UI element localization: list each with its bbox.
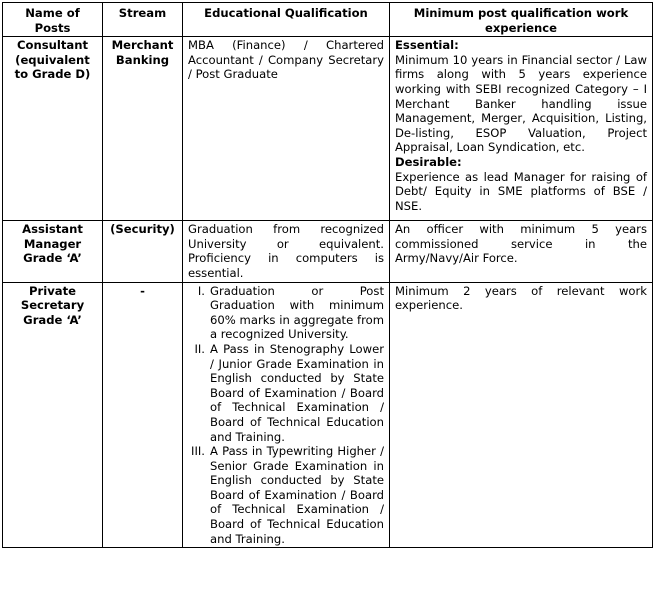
post-name: Private Secretary Grade ‘A’ [3, 282, 103, 548]
list-item-text: A Pass in Typewriting Higher / Senior Grade Examination in English conducted by State Board of Examination / Board of Technical Examination / Board of Technical Education and Training. [210, 444, 384, 546]
desirable-text: Experience as lead Manager for raising of Debt/ Equity in SME platforms of BSE / NSE. [395, 169, 647, 213]
table-row [3, 221, 653, 282]
experience-cell: Minimum 2 years of relevant work experience. [390, 282, 653, 548]
essential-label: Essential: [395, 38, 459, 53]
list-item [188, 284, 384, 342]
table-row [3, 282, 653, 548]
table-row [3, 37, 653, 221]
qualification-cell: MBA (Finance) / Chartered Accountant / Company Secretary / Post Graduate [183, 37, 390, 221]
header-qualification: Educational Qualification [183, 3, 390, 37]
list-item [188, 342, 384, 444]
stream-name: Merchant Banking [103, 37, 183, 221]
list-item-text: A Pass in Stenography Lower / Junior Grade Examination in English conducted by State Board of Examination / Board of Technical Examination / Board of Technical Education and Training. [210, 341, 384, 444]
list-item [188, 444, 384, 546]
qualification-cell: Graduation from recognized University or equivalent. Proficiency in computers is essential. [183, 221, 390, 282]
header-name-of-posts: Name of Posts [3, 3, 103, 37]
list-item-text: Graduation or Post Graduation with minimum 60% marks in aggregate from a recognized University. [210, 283, 384, 342]
header-row [3, 3, 653, 37]
header-stream: Stream [103, 3, 183, 37]
qualification-cell [183, 282, 390, 548]
list-item-number: I. [197, 283, 205, 298]
post-name: Consultant (equivalent to Grade D) [3, 37, 103, 221]
list-item-number: III. [191, 444, 205, 459]
eligibility-table [2, 2, 653, 548]
post-name: Assistant Manager Grade ‘A’ [3, 221, 103, 282]
stream-name: (Security) [103, 221, 183, 282]
header-experience: Minimum post qualification work experience [390, 3, 653, 37]
list-item-number: II. [194, 341, 205, 356]
experience-cell: An officer with minimum 5 years commissioned service in the Army/Navy/Air Force. [390, 221, 653, 282]
desirable-label: Desirable: [395, 154, 462, 169]
experience-cell [390, 37, 653, 221]
qualification-list [188, 284, 384, 547]
stream-name: - [103, 282, 183, 548]
essential-text: Minimum 10 years in Financial sector / Law firms along with 5 years experience working with SEBI recognized Category – I Merchant Banker handling issue Management, Merger, Acquisition, Listing, De-listing, ESOP Valuation, Project Appraisal, Loan Syndication, etc. [395, 52, 647, 155]
